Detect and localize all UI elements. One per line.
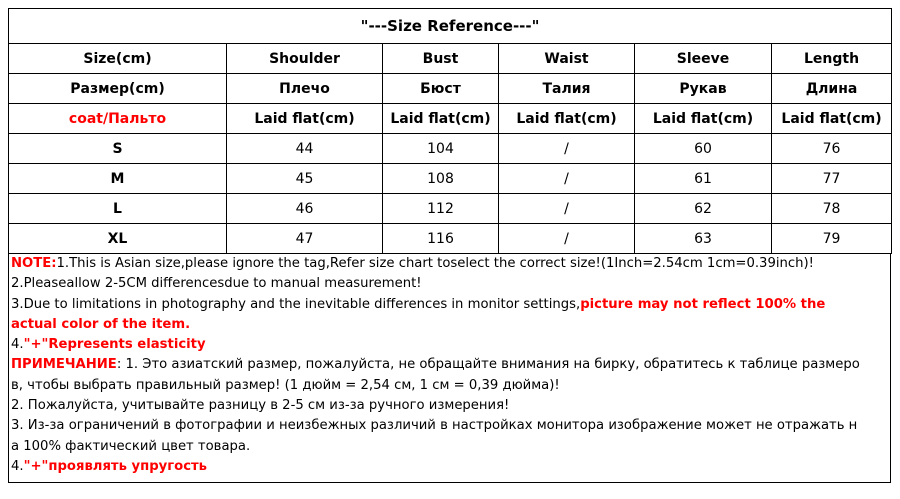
size-cell: L [9, 194, 227, 224]
length-cell: 78 [772, 194, 892, 224]
waist-cell: / [499, 194, 635, 224]
sleeve-cell: 60 [635, 134, 772, 164]
header-size: Size(cm) [9, 44, 227, 74]
table-row [9, 194, 892, 224]
header-size-ru: Размер(cm) [9, 74, 227, 104]
note-text: : 1. Это азиатский размер, пожалуйста, не обращайте внимания на бирку, обратитесь к таблице размеро [116, 357, 860, 373]
waist-cell: / [499, 134, 635, 164]
laid-flat-row [9, 104, 892, 134]
note-label: NOTE: [11, 256, 57, 271]
laid-flat-sleeve: Laid flat(cm) [635, 104, 772, 134]
header-bust-ru: Бюст [383, 74, 499, 104]
laid-flat-length: Laid flat(cm) [772, 104, 892, 134]
notes-block [8, 254, 891, 483]
length-cell: 76 [772, 134, 892, 164]
header-length: Length [772, 44, 892, 74]
sleeve-cell: 63 [635, 224, 772, 254]
table-row [9, 224, 892, 254]
note-number: 4. [11, 337, 24, 353]
header-waist-ru: Талия [499, 74, 635, 104]
header-shoulder-ru: Плечо [227, 74, 383, 104]
table-title: "---Size Reference---" [9, 9, 892, 44]
note-line-ru-3: 3. Из-за ограничений в фотографии и неизбежных различий в настройках монитора изображение может не отражать н [11, 418, 858, 434]
bust-cell: 112 [383, 194, 499, 224]
note-line-ru-4 [11, 457, 890, 477]
note-number: 4. [11, 458, 24, 474]
table-row [9, 134, 892, 164]
size-cell: XL [9, 224, 227, 254]
sleeve-cell: 61 [635, 164, 772, 194]
header-row-ru [9, 74, 892, 104]
shoulder-cell: 47 [227, 224, 383, 254]
size-cell: S [9, 134, 227, 164]
sleeve-cell: 62 [635, 194, 772, 224]
note-line-3b [11, 315, 890, 335]
size-reference-sheet [8, 8, 891, 494]
note-line-3 [11, 295, 890, 315]
laid-flat-bust: Laid flat(cm) [383, 104, 499, 134]
waist-cell: / [499, 164, 635, 194]
shoulder-cell: 46 [227, 194, 383, 224]
bust-cell: 108 [383, 164, 499, 194]
note-line-ru-1b: в, чтобы выбрать правильный размер! (1 дюйм = 2,54 см, 1 см = 0,39 дюйма)! [11, 377, 560, 393]
header-sleeve: Sleeve [635, 44, 772, 74]
header-shoulder: Shoulder [227, 44, 383, 74]
laid-flat-shoulder: Laid flat(cm) [227, 104, 383, 134]
note-line-4 [11, 335, 890, 355]
note-label-ru: ПРИМЕЧАНИЕ [11, 357, 117, 373]
note-line-ru-3b: а 100% фактический цвет товара. [11, 438, 251, 454]
bust-cell: 116 [383, 224, 499, 254]
header-row-en [9, 44, 892, 74]
header-waist: Waist [499, 44, 635, 74]
coat-label: coat/Пальто [9, 104, 227, 134]
length-cell: 77 [772, 164, 892, 194]
note-elasticity: "+"Represents elasticity [23, 337, 206, 353]
note-line-ru-2: 2. Пожалуйста, учитывайте разницу в 2-5 см из-за ручного измерения! [11, 398, 510, 414]
header-bust: Bust [383, 44, 499, 74]
note-line-1 [11, 254, 890, 274]
note-warning: actual color of the item. [11, 316, 191, 332]
bust-cell: 104 [383, 134, 499, 164]
shoulder-cell: 44 [227, 134, 383, 164]
length-cell: 79 [772, 224, 892, 254]
note-warning: picture may not reflect 100% the [580, 296, 826, 312]
note-text: 1.This is Asian size,please ignore the tag,Refer size chart toselect the correct size!(1Inch=2.54cm 1cm=0.39inch)! [56, 256, 814, 271]
note-line-ru-1 [11, 355, 890, 375]
header-length-ru: Длина [772, 74, 892, 104]
size-cell: M [9, 164, 227, 194]
shoulder-cell: 45 [227, 164, 383, 194]
header-sleeve-ru: Рукав [635, 74, 772, 104]
size-table [8, 8, 892, 254]
note-elasticity-ru: "+"проявлять упругость [23, 458, 208, 474]
note-line-2: 2.Pleaseallow 2-5CM differencesdue to manual measurement! [11, 276, 422, 292]
table-row [9, 164, 892, 194]
note-text: 3.Due to limitations in photography and the inevitable differences in monitor settings, [11, 296, 581, 312]
waist-cell: / [499, 224, 635, 254]
laid-flat-waist: Laid flat(cm) [499, 104, 635, 134]
